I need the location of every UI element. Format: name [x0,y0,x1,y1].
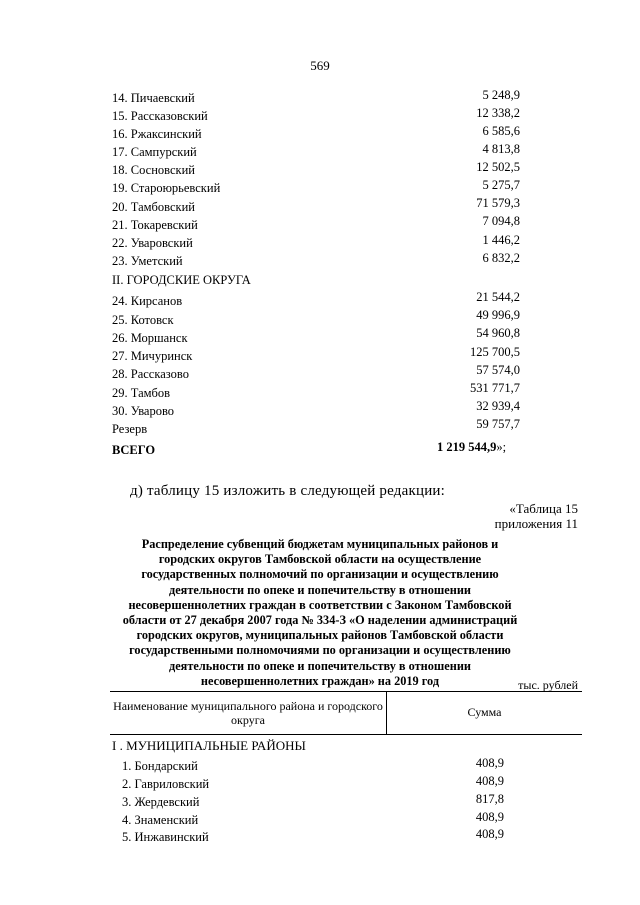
table-row-name: 1. Бондарский [122,759,198,773]
list-item-value: 49 996,9 [476,308,520,322]
table-row-name: 2. Гавриловский [122,777,210,791]
list-item-name: 27. Мичуринск [112,349,193,363]
list-item-name: 23. Уметский [112,254,183,268]
units-label: тыс. рублей [518,678,578,692]
list-item-value: 12 502,5 [476,160,520,174]
list-item-value: 531 771,7 [470,381,520,395]
table-row-value: 408,9 [475,774,504,788]
table-number: «Таблица 15 [509,501,578,516]
list-item-value: 71 579,3 [476,196,520,210]
list-item-name: 29. Тамбов [112,386,171,400]
total-amount: 1 219 544,9 [437,440,497,454]
list-item-value: 54 960,8 [476,326,520,340]
list-item-value: 57 574,0 [476,363,520,377]
list-item-name: 20. Тамбовский [112,200,195,214]
instruction-text: д) таблицу 15 изложить в следующей редакции: [130,483,446,499]
list-item-value: 59 757,7 [476,417,520,431]
list-item-value: 12 338,2 [476,106,520,120]
table-row-name: 4. Знаменский [122,813,199,827]
list-item-value: 125 700,5 [470,345,520,359]
list-item-name: 16. Ржаксинский [112,127,202,141]
list-item-value: 7 094,8 [482,214,520,228]
list-item-name: 22. Уваровский [112,236,193,250]
column-header-name: Наименование муниципального района и городского округа [113,699,383,727]
list-item-name: 19. Староюрьевский [112,181,221,195]
table-header [110,691,582,735]
section-heading: I . МУНИЦИПАЛЬНЫЕ РАЙОНЫ [112,738,306,753]
list-item-name: 15. Рассказовский [112,109,208,123]
list-item-name: Резерв [112,422,148,436]
list-item-value: 5 248,9 [482,88,520,102]
table-row-value: 408,9 [475,810,504,824]
table-row-value: 817,8 [475,792,504,806]
list-item-name: 14. Пичаевский [112,91,195,105]
document-title: Распределение субвенций бюджетам муниципальных районов и городских округов Тамбовской области на осуществление государственных полномочий по организации и осуществлению деятельности по опеке и попечительству в отношении несовершеннолетних граждан в соответствии с Законом Тамбовской области от 27 декабря 2007 года № 334-З «О наделении администраций городских округов, муниципальных районов Тамбовской области государственными полномочиями по организации и осуществлению деятельности по опеке и попечительству в отношении несовершеннолетних граждан» на 2019 год [122,537,518,688]
list-item-name: 28. Рассказово [112,367,189,381]
table-row-name: 3. Жердевский [122,795,200,809]
annex-number: приложения 11 [494,516,578,531]
list-item-name: 26. Моршанск [112,331,188,345]
list-item-value: 21 544,2 [476,290,520,304]
column-header-sum: Сумма [467,705,502,719]
list-item-value: 1 446,2 [482,233,520,247]
table-row-name: 5. Инжавинский [122,830,209,844]
table-row-value: 408,9 [475,756,504,770]
section-heading: II. ГОРОДСКИЕ ОКРУГА [112,273,251,287]
total-suffix: »; [496,440,507,454]
list-item-value: 32 939,4 [476,399,520,413]
total-value [437,440,506,455]
list-item-value: 6 585,6 [482,124,520,138]
list-item-value: 4 813,8 [482,142,520,156]
list-item-name: 24. Кирсанов [112,294,183,308]
list-item-name: 25. Котовск [112,313,174,327]
table-row-value: 408,9 [475,827,504,841]
list-item-name: 30. Уварово [112,404,175,418]
total-label: ВСЕГО [112,443,156,457]
list-item-name: 17. Сампурский [112,145,197,159]
list-item-name: 21. Токаревский [112,218,198,232]
page-number: 569 [310,58,330,73]
list-item-value: 5 275,7 [482,178,520,192]
list-item-name: 18. Сосновский [112,163,195,177]
list-item-value: 6 832,2 [482,251,520,265]
